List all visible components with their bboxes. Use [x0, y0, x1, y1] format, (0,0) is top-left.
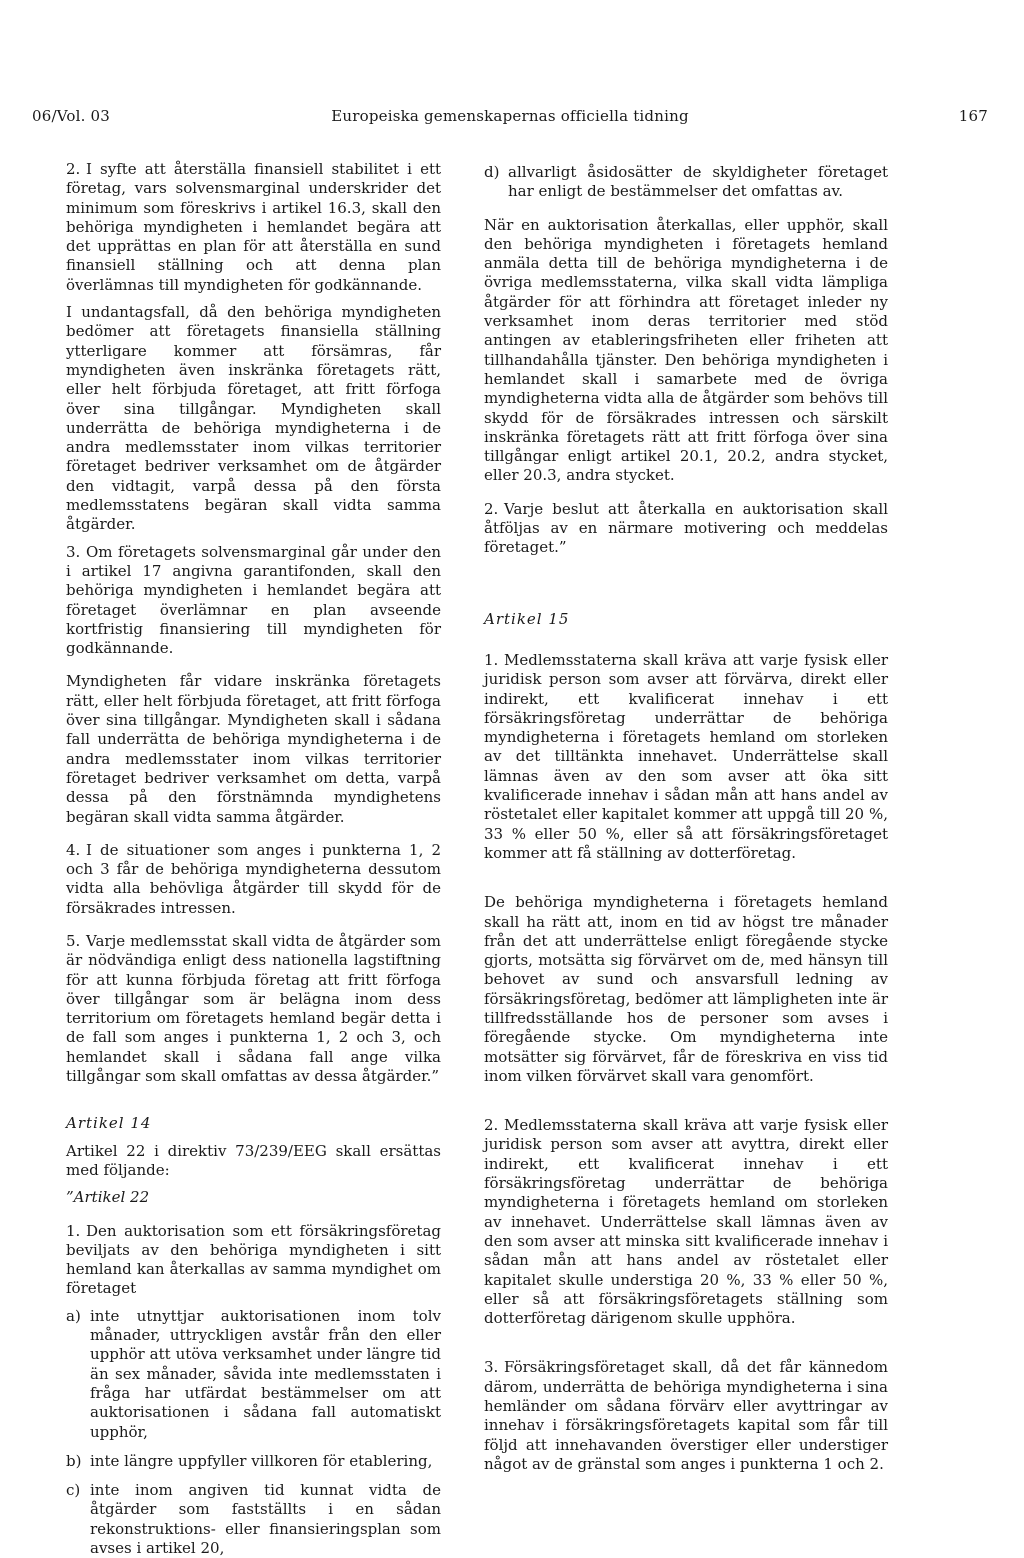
article-14-intro: Artikel 22 i direktiv 73/239/EEG skall ersättas med följande:: [66, 1141, 441, 1179]
paragraph-number: 1.: [484, 650, 499, 669]
journal-title: Europeiska gemenskapernas officiella tidning: [331, 107, 689, 125]
list-item-c: [66, 1481, 441, 1558]
paragraph-number: 2.: [484, 499, 499, 518]
article-15-paragraph-3: [484, 1358, 888, 1474]
paragraph-number: 5.: [66, 931, 81, 950]
article-22-heading: ”Artikel 22: [66, 1188, 150, 1207]
paragraph-text: Varje beslut att återkalla en auktorisation skall åtföljas av en närmare motivering och meddelas företaget.”: [484, 499, 888, 557]
paragraph-nar: När en auktorisation återkallas, eller upphör, skall den behöriga myndigheten i företagets hemland anmäla detta till de behöriga myndigheterna i de övriga medlemsstaterna, vilka skall vidta lämpliga åtgärder för att förhindra att företaget inleder ny verksamhet inom deras territorier med stöd antingen av etableringsfriheten eller friheten att tillhandahålla tjänster. Den behöriga myndigheten i hemlandet skall i samarbete med de övriga myndigheterna vidta alla de åtgärder som behövs till skydd för de försäkrades intressen och särskilt inskränka företagets rätt att fritt förfoga över sina tillgångar enligt artikel 20.1, 20.2, andra stycket, eller 20.3, andra stycket.: [484, 215, 888, 485]
list-item-a: [66, 1307, 441, 1442]
page-header: [32, 107, 988, 131]
list-item-b: [66, 1452, 441, 1471]
paragraph-undantag: I undantagsfall, då den behöriga myndigheten bedömer att företagets finansiella ställning ytterligare kommer att försämras, får myndigheten även inskränka företagets rätt, eller helt förbjuda företaget, att fritt förfoga över sina tillgångar. Myndigheten skall underrätta de behöriga myndigheterna i de andra medlemsstater inom vilkas territorier företaget bedriver verksamhet om de åtgärder den vidtagit, varpå dessa på den första medlemsstatens begäran skall vidta samma åtgärder.: [66, 303, 441, 534]
left-column: [66, 160, 441, 1558]
paragraph-number: 4.: [66, 840, 81, 859]
volume-label: 06/Vol. 03: [32, 107, 111, 125]
paragraph-2: [484, 500, 888, 558]
paragraph-3: [66, 543, 441, 659]
paragraph-number: 2.: [484, 1116, 499, 1135]
paragraph-text: Försäkringsföretaget skall, då det får kännedom därom, underrätta de behöriga myndigheterna i sina hemländer om sådana förvärv eller avyttringar av innehav i försäkringsföretagets kapital som får till följd att innehavanden överstiger eller understiger något av de gränstal som anges i punkterna 1 och 2.: [484, 1358, 888, 1473]
list-text: inte utnyttjar auktorisationen inom tolv månader, uttryckligen avstår från den eller upphör att utöva verksamhet under längre tid än sex månader, såvida inte medlemsstaten i fråga har utfärdat bestämmelser om att auktorisationen i sådana fall automatiskt upphör,: [90, 1306, 441, 1441]
list-marker: a): [66, 1306, 81, 1325]
paragraph-text: Medlemsstaterna skall kräva att varje fysisk eller juridisk person som avser att förvärva, direkt eller indirekt, ett kvalificerat innehav i ett försäkringsföretag underrättar de behöriga myndigheterna i företagets hemland om storleken av det tilltänkta innehavet. Underrättelse skall lämnas även av den som avser att öka sitt kvalificerade innehav i sådan mån att hans andel av röstetalet eller kapitalet kommer att uppgå till 20 %, 33 % eller 50 %, eller så att försäkringsföretaget kommer att få ställning av dotterföretag.: [484, 650, 888, 862]
paragraph-text: Den auktorisation som ett försäkringsföretag beviljats av den behöriga myndigheten i sitt hemland kan återkallas av samma myndighet om företaget: [66, 1221, 441, 1298]
right-column: [484, 163, 888, 1474]
list-text: inte inom angiven tid kunnat vidta de åtgärder som fastställts i en sådan rekonstruktions- eller finansieringsplan som avses i artikel 20,: [90, 1481, 441, 1557]
paragraph-number: 1.: [66, 1221, 81, 1240]
list-marker: c): [66, 1481, 81, 1500]
article-15-paragraph-1: [484, 651, 888, 863]
paragraph-number: 2.: [66, 160, 81, 178]
paragraph-vidare: Myndigheten får vidare inskränka företagets rätt, eller helt förbjuda företaget, att fritt förfoga över sina tillgångar. Myndigheten skall i sådana fall underrätta de behöriga myndigheterna i de andra medlemsstater inom vilkas territorier företaget bedriver verksamhet om detta, varpå dessa på den förstnämnda myndighetens begäran skall vidta samma åtgärder.: [66, 672, 441, 826]
paragraph-text: Om företagets solvensmarginal går under den i artikel 17 angivna garantifonden, skall den behöriga myndigheten i hemlandet begära att företaget överlämnar en plan avseende kortfristig finansiering till myndigheten för godkännande.: [66, 542, 441, 658]
list-marker: d): [484, 163, 500, 181]
paragraph-text: I syfte att återställa finansiell stabilitet i ett företag, vars solvensmarginal underskrider det minimum som föreskrivs i artikel 16.3, skall den behöriga myndigheten i hemlandet begära att det upprättas en plan för att återställa en sund finansiell ställning och att denna plan överlämnas till myndigheten för godkännande.: [66, 160, 441, 294]
article-22-paragraph-1: [66, 1222, 441, 1299]
article-14-heading: Artikel 14: [66, 1114, 152, 1133]
paragraph-number: 3.: [484, 1358, 499, 1377]
list-marker: b): [66, 1451, 82, 1470]
paragraph-text: Medlemsstaterna skall kräva att varje fysisk eller juridisk person som avser att avyttra, direkt eller indirekt, ett kvalificerat innehav i ett försäkringsföretag underrättar de behöriga myndigheterna i företagets hemland om storleken av innehavet. Underrättelse skall lämnas även av den som avser att minska sitt kvalificerade innehav i sådan mån att hans andel av röstetalet eller kapitalet skulle understiga 20 %, 33 % eller 50 %, eller så att försäkringsföretagets ställning som dotterföretag därigenom skulle upphöra.: [484, 1116, 888, 1328]
paragraph-text: I de situationer som anges i punkterna 1, 2 och 3 får de behöriga myndigheterna dessutom vidta alla behövliga åtgärder till skydd för de försäkrades intressen.: [66, 840, 441, 917]
paragraph-4: [66, 841, 441, 918]
page-number: 167: [958, 107, 988, 125]
article-15-paragraph-2: [484, 1116, 888, 1328]
article-15-heading: Artikel 15: [484, 609, 570, 628]
article-15-paragraph-de: De behöriga myndigheterna i företagets hemland skall ha rätt att, inom en tid av högst tre månader från det att underrättelse enligt föregående stycke gjorts, motsätta sig förvärvet om de, med hänsyn till behovet av sund och ansvarsfull ledning av försäkringsföretag, bedömer att lämpligheten inte är tillfredsställande hos de personer som avses i föregående stycke. Om myndigheterna inte motsätter sig förvärvet, får de föreskriva en viss tid inom vilken förvärvet skall vara genomfört.: [484, 893, 888, 1085]
list-text: inte längre uppfyller villkoren för etablering,: [90, 1451, 433, 1470]
paragraph-number: 3.: [66, 542, 81, 561]
list-text: allvarligt åsidosätter de skyldigheter företaget har enligt de bestämmelser det omfattas av.: [508, 163, 888, 201]
paragraph-text: Varje medlemsstat skall vidta de åtgärder som är nödvändiga enligt dess nationella lagstiftning för att kunna förbjuda företag att fritt förfoga över tillgångar som är belägna inom dess territorium om företagets hemland begär detta i de fall som anges i punkterna 1, 2 och 3, och hemlandet skall i sådana fall ange vilka tillgångar som skall omfattas av dessa åtgärder.”: [66, 931, 441, 1086]
list-item-d: [484, 163, 888, 202]
paragraph-2: [66, 160, 441, 295]
paragraph-5: [66, 932, 441, 1086]
